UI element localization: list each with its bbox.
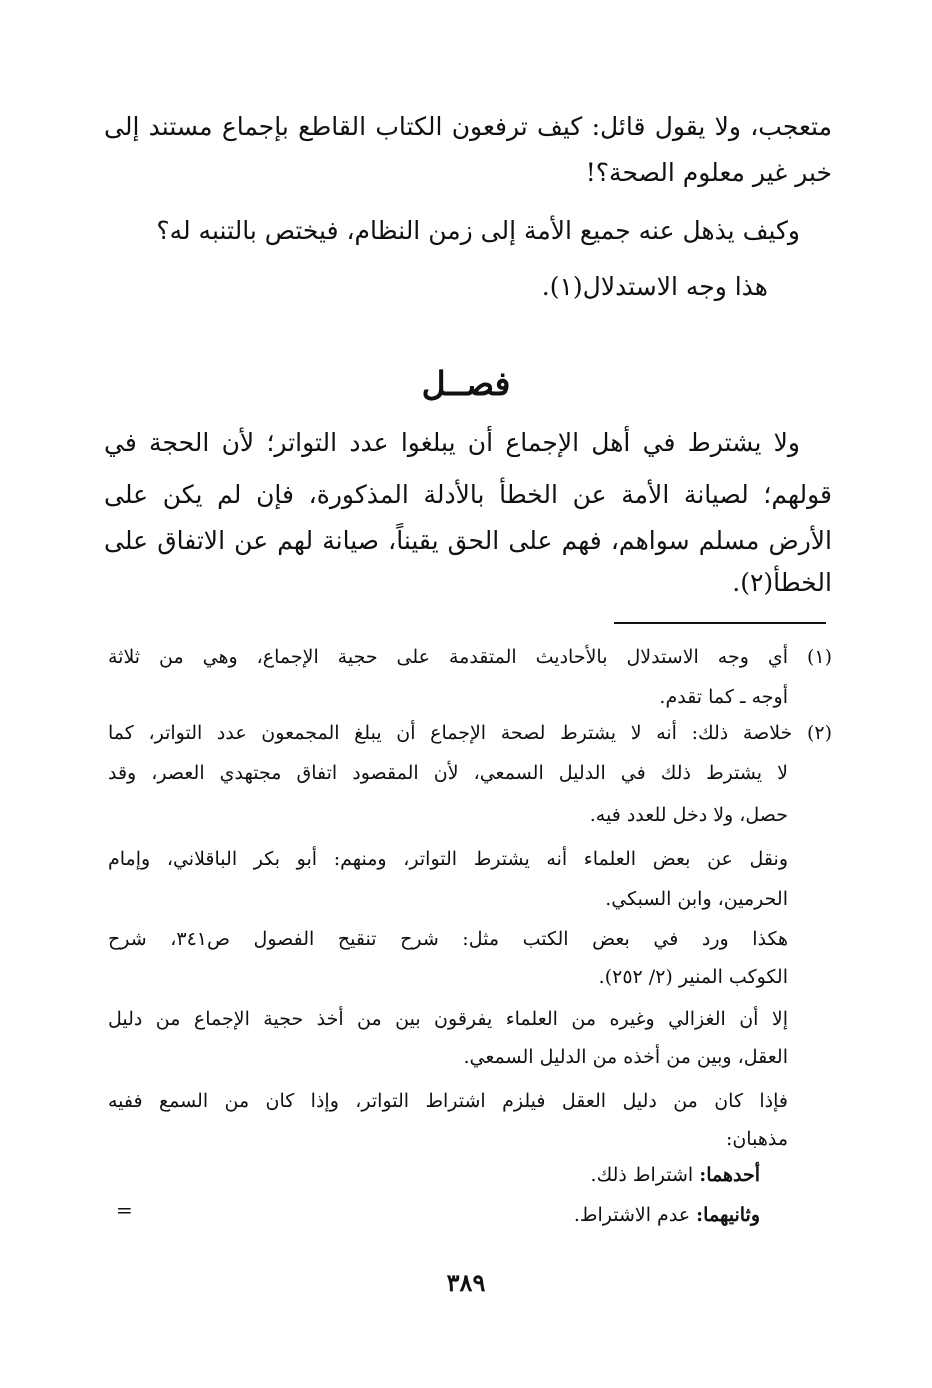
main-text-line: هذا وجه الاستدلال(١). (541, 272, 768, 301)
footnote-line: هكذا ورد في بعض الكتب مثل: شرح تنقيح الفصول ص٣٤١، شرح (108, 928, 789, 950)
footnote-line-first-view (591, 1164, 760, 1186)
footnote-line: حصل، ولا دخل للعدد فيه. (589, 804, 788, 826)
page-number: ٣٨٩ (446, 1268, 486, 1297)
second-view-text: عدم الاشتراط. (573, 1204, 697, 1226)
section-heading: فصــل (421, 364, 511, 403)
section-text-line: الخطأ(٢). (732, 568, 832, 597)
footnote-line: مذهبان: (725, 1128, 788, 1150)
first-view-label: أحدهما: (699, 1164, 760, 1186)
footnote-line: فإذا كان من دليل العقل فيلزم اشتراط التواتر، وإذا كان من السمع ففيه (108, 1090, 788, 1112)
footnote-line: الكوكب المنير (٢/ ٢٥٢). (598, 966, 788, 988)
footnote-line: (٢) خلاصة ذلك: أنه لا يشترط لصحة الإجماع أن يبلغ المجمعون عدد التواتر، كما (108, 722, 832, 744)
main-text-line: وكيف يذهل عنه جميع الأمة إلى زمن النظام، فيختص بالتنبه له؟ (156, 216, 800, 245)
section-text-line: ولا يشترط في أهل الإجماع أن يبلغوا عدد التواتر؛ لأن الحجة في (104, 428, 800, 457)
footnote-line-second-view (574, 1204, 760, 1226)
footnote-line: لا يشترط ذلك في الدليل السمعي، لأن المقصود اتفاق مجتهدي العصر، وقد (108, 762, 788, 784)
footnote-line: (١) أي وجه الاستدلال بالأحاديث المتقدمة على حجية الإجماع، وهي من ثلاثة (108, 646, 832, 668)
footnote-line: أوجه ـ كما تقدم. (659, 686, 788, 708)
continuation-mark: = (116, 1198, 133, 1222)
footnote-line: ونقل عن بعض العلماء أنه يشترط التواتر، ومنهم: أبو بكر الباقلاني، وإمام (108, 848, 788, 870)
footnote-separator (614, 622, 826, 624)
section-text-line: الأرض مسلم سواهم، فهم على الحق يقيناً، صيانة لهم عن الاتفاق على (104, 526, 832, 555)
main-text-line: خبر غير معلوم الصحة؟! (585, 158, 832, 187)
first-view-text: اشتراط ذلك. (590, 1164, 700, 1186)
footnote-line: العقل، وبين من أخذه من الدليل السمعي. (463, 1046, 788, 1068)
footnote-line: إلا أن الغزالي وغيره من العلماء يفرقون بين من أخذ حجية الإجماع من دليل (108, 1008, 788, 1030)
footnote-line: الحرمين، وابن السبكي. (605, 888, 788, 910)
section-text-line: قولهم؛ لصيانة الأمة عن الخطأ بالأدلة المذكورة، فإن لم يكن على (104, 480, 832, 509)
main-text-line: متعجب، ولا يقول قائل: كيف ترفعون الكتاب القاطع بإجماع مستند إلى (104, 112, 832, 141)
second-view-label: وثانيهما: (696, 1204, 760, 1226)
